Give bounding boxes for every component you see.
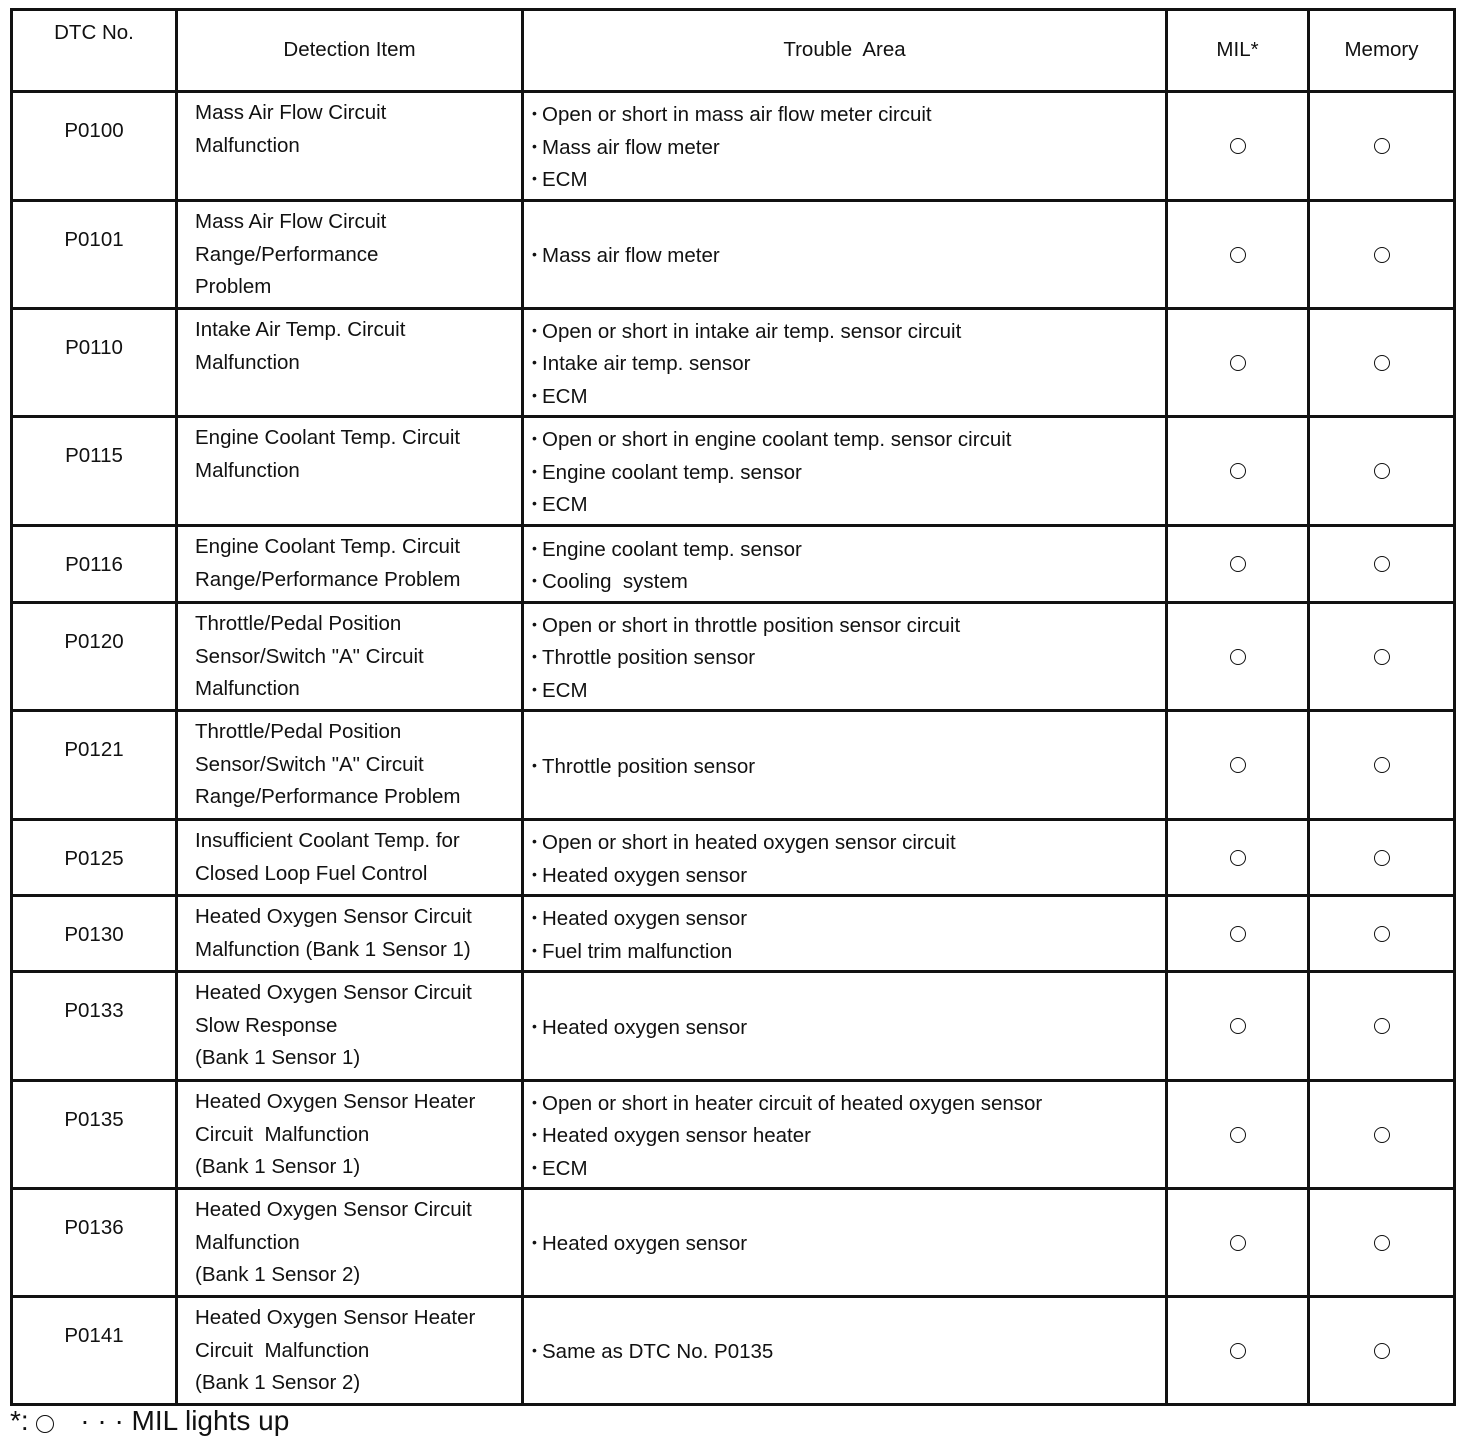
mil-cell bbox=[1167, 896, 1309, 972]
trouble-area-item bbox=[532, 489, 1159, 522]
bullet-icon: • bbox=[532, 756, 537, 773]
detection-item-line: Heated Oxygen Sensor Heater bbox=[195, 1090, 476, 1113]
circle-mark-icon bbox=[1230, 138, 1246, 154]
trouble-area-text: Mass air flow meter bbox=[542, 135, 720, 159]
bullet-icon: • bbox=[532, 137, 537, 154]
memory-cell bbox=[1309, 201, 1455, 309]
memory-cell bbox=[1309, 92, 1455, 201]
detection-item bbox=[177, 896, 523, 972]
detection-item-line: Sensor/Switch "A" Circuit bbox=[195, 644, 424, 668]
bullet-icon: • bbox=[532, 1093, 537, 1110]
circle-mark-icon bbox=[1374, 463, 1390, 479]
trouble-area-item bbox=[532, 534, 1159, 567]
circle-mark-icon bbox=[1374, 556, 1390, 572]
memory-cell bbox=[1309, 711, 1455, 820]
table-row bbox=[12, 603, 1455, 711]
detection-item-line: Mass Air Flow Circuit bbox=[195, 210, 387, 233]
trouble-area-text: Open or short in heated oxygen sensor circuit bbox=[542, 831, 956, 854]
dtc-code: P0110 bbox=[12, 309, 177, 417]
memory-cell bbox=[1309, 417, 1455, 526]
memory-cell bbox=[1309, 820, 1455, 896]
trouble-area-text: Heated oxygen sensor bbox=[542, 863, 748, 887]
trouble-area-text: Cooling system bbox=[542, 570, 688, 593]
trouble-area-item bbox=[532, 1228, 1159, 1261]
detection-item bbox=[177, 711, 523, 820]
detection-item-line: Malfunction bbox=[195, 677, 300, 700]
footnote bbox=[10, 1404, 289, 1438]
bullet-icon: • bbox=[532, 246, 537, 263]
trouble-area-text: ECM bbox=[542, 493, 588, 517]
detection-item bbox=[177, 417, 523, 526]
circle-mark-icon bbox=[1230, 355, 1246, 371]
table-row bbox=[12, 1297, 1455, 1405]
detection-item-line: Malfunction bbox=[195, 133, 300, 157]
bullet-icon: • bbox=[532, 1017, 537, 1034]
trouble-area-item bbox=[532, 1153, 1159, 1186]
trouble-area bbox=[523, 972, 1167, 1081]
circle-mark-icon bbox=[1230, 463, 1246, 479]
column-header-trouble-area: Trouble Area bbox=[523, 10, 1167, 92]
detection-item-line: Malfunction bbox=[195, 458, 300, 482]
mil-cell bbox=[1167, 1297, 1309, 1405]
bullet-icon: • bbox=[532, 430, 537, 447]
bullet-icon: • bbox=[532, 462, 537, 479]
bullet-icon: • bbox=[532, 1126, 537, 1143]
circle-mark-icon bbox=[1374, 355, 1390, 371]
trouble-area bbox=[523, 1081, 1167, 1189]
bullet-icon: • bbox=[532, 680, 537, 697]
trouble-area-item bbox=[532, 164, 1159, 197]
trouble-area-item bbox=[532, 936, 1159, 969]
trouble-area bbox=[523, 1297, 1167, 1405]
trouble-area-item bbox=[532, 316, 1159, 349]
detection-item bbox=[177, 1297, 523, 1405]
trouble-area-text: Heated oxygen sensor bbox=[542, 907, 748, 930]
dtc-code: P0121 bbox=[12, 711, 177, 820]
dtc-code: P0100 bbox=[12, 92, 177, 201]
trouble-area bbox=[523, 896, 1167, 972]
detection-item-line: Insufficient Coolant Temp. for bbox=[195, 829, 460, 852]
trouble-area-text: ECM bbox=[542, 678, 588, 702]
detection-item-line: Range/Performance Problem bbox=[195, 785, 461, 808]
circle-mark-icon bbox=[1374, 926, 1390, 942]
memory-cell bbox=[1309, 1297, 1455, 1405]
circle-mark-icon bbox=[1374, 757, 1390, 773]
table-row bbox=[12, 896, 1455, 972]
trouble-area bbox=[523, 820, 1167, 896]
trouble-area-text: Heated oxygen sensor bbox=[542, 1015, 748, 1039]
trouble-area-text: ECM bbox=[542, 168, 588, 192]
trouble-area-text: Open or short in throttle position sensor circuit bbox=[542, 613, 961, 637]
bullet-icon: • bbox=[532, 495, 537, 512]
mil-cell bbox=[1167, 309, 1309, 417]
circle-mark-icon bbox=[1230, 649, 1246, 665]
dtc-code: P0130 bbox=[12, 896, 177, 972]
trouble-area-text: Open or short in engine coolant temp. sensor circuit bbox=[542, 428, 1012, 452]
trouble-area-text: Open or short in intake air temp. sensor circuit bbox=[542, 319, 962, 343]
footnote-text: · · · MIL lights up bbox=[80, 1405, 290, 1436]
detection-item-line: Heated Oxygen Sensor Heater bbox=[195, 1306, 476, 1329]
column-header-detection-item: Detection Item bbox=[177, 10, 523, 92]
bullet-icon: • bbox=[532, 941, 537, 958]
trouble-area-item bbox=[532, 457, 1159, 490]
trouble-area-item bbox=[532, 827, 1159, 860]
circle-mark-icon bbox=[1230, 1127, 1246, 1143]
trouble-area-text: ECM bbox=[542, 1156, 588, 1180]
memory-cell bbox=[1309, 896, 1455, 972]
detection-item-line: (Bank 1 Sensor 1) bbox=[195, 1046, 361, 1069]
trouble-area-item bbox=[532, 240, 1159, 273]
mil-cell bbox=[1167, 201, 1309, 309]
table-row bbox=[12, 92, 1455, 201]
column-header-memory: Memory bbox=[1309, 10, 1455, 92]
detection-item bbox=[177, 526, 523, 603]
detection-item bbox=[177, 92, 523, 201]
bullet-icon: • bbox=[532, 1342, 537, 1359]
circle-mark-icon bbox=[1374, 850, 1390, 866]
trouble-area-item bbox=[532, 1120, 1159, 1153]
detection-item-line: Circuit Malfunction bbox=[195, 1122, 370, 1146]
trouble-area-item bbox=[532, 424, 1159, 457]
detection-item-line: Sensor/Switch "A" Circuit bbox=[195, 752, 424, 776]
circle-mark-icon bbox=[1374, 247, 1390, 263]
circle-mark-icon bbox=[1230, 926, 1246, 942]
trouble-area-item bbox=[532, 642, 1159, 675]
trouble-area-item bbox=[532, 566, 1159, 599]
detection-item-line: Heated Oxygen Sensor Circuit bbox=[195, 1198, 472, 1221]
detection-item bbox=[177, 309, 523, 417]
detection-item bbox=[177, 1081, 523, 1189]
table-row bbox=[12, 972, 1455, 1081]
mil-cell bbox=[1167, 820, 1309, 896]
bullet-icon: • bbox=[532, 105, 537, 122]
trouble-area-item bbox=[532, 132, 1159, 165]
dtc-code: P0136 bbox=[12, 1189, 177, 1297]
dtc-code: P0135 bbox=[12, 1081, 177, 1189]
trouble-area-text: Same as DTC No. P0135 bbox=[542, 1340, 774, 1364]
bullet-icon: • bbox=[532, 1158, 537, 1175]
circle-mark-icon bbox=[1230, 1018, 1246, 1034]
trouble-area-item bbox=[532, 381, 1159, 414]
detection-item bbox=[177, 1189, 523, 1297]
trouble-area bbox=[523, 603, 1167, 711]
table-row bbox=[12, 417, 1455, 526]
trouble-area bbox=[523, 526, 1167, 603]
bullet-icon: • bbox=[532, 615, 537, 632]
column-header-dtc-no: DTC No. bbox=[12, 10, 177, 92]
trouble-area bbox=[523, 309, 1167, 417]
trouble-area bbox=[523, 711, 1167, 820]
dtc-code: P0120 bbox=[12, 603, 177, 711]
detection-item bbox=[177, 603, 523, 711]
detection-item-line: Malfunction bbox=[195, 1230, 300, 1254]
circle-mark-icon bbox=[1374, 649, 1390, 665]
trouble-area-text: Engine coolant temp. sensor bbox=[542, 537, 802, 561]
dtc-code: P0141 bbox=[12, 1297, 177, 1405]
trouble-area-item bbox=[532, 1336, 1159, 1369]
dtc-code: P0116 bbox=[12, 526, 177, 603]
table-row bbox=[12, 201, 1455, 309]
table-row bbox=[12, 309, 1455, 417]
circle-mark-icon bbox=[1230, 757, 1246, 773]
circle-mark-icon bbox=[1230, 247, 1246, 263]
detection-item-line: (Bank 1 Sensor 1) bbox=[195, 1155, 361, 1178]
header-row bbox=[12, 10, 1455, 92]
circle-mark-icon bbox=[1374, 138, 1390, 154]
circle-mark-icon bbox=[1374, 1235, 1390, 1251]
memory-cell bbox=[1309, 526, 1455, 603]
detection-item-line: Range/Performance bbox=[195, 242, 379, 266]
trouble-area-text: Fuel trim malfunction bbox=[542, 939, 733, 963]
trouble-area-text: Engine coolant temp. sensor bbox=[542, 460, 802, 484]
detection-item-line: Heated Oxygen Sensor Circuit bbox=[195, 981, 472, 1004]
table-row bbox=[12, 711, 1455, 820]
detection-item bbox=[177, 201, 523, 309]
dtc-code: P0133 bbox=[12, 972, 177, 1081]
table-row bbox=[12, 526, 1455, 603]
mil-cell bbox=[1167, 972, 1309, 1081]
dtc-code: P0101 bbox=[12, 201, 177, 309]
detection-item-line: Malfunction bbox=[195, 350, 300, 374]
trouble-area-text: Throttle position sensor bbox=[542, 754, 756, 778]
mil-cell bbox=[1167, 526, 1309, 603]
footnote-prefix: *: bbox=[10, 1405, 29, 1436]
circle-mark-icon bbox=[1230, 1235, 1246, 1251]
trouble-area-text: Throttle position sensor bbox=[542, 646, 756, 670]
circle-mark-icon bbox=[1374, 1127, 1390, 1143]
bullet-icon: • bbox=[532, 865, 537, 882]
circle-mark-icon bbox=[1374, 1343, 1390, 1359]
trouble-area-text: Heated oxygen sensor bbox=[542, 1232, 748, 1256]
trouble-area-text: Mass air flow meter bbox=[542, 244, 720, 268]
trouble-area-item bbox=[532, 860, 1159, 893]
dtc-code: P0125 bbox=[12, 820, 177, 896]
detection-item-line: (Bank 1 Sensor 2) bbox=[195, 1263, 361, 1286]
trouble-area-item bbox=[532, 1088, 1159, 1121]
table-row bbox=[12, 820, 1455, 896]
table-header bbox=[12, 10, 1455, 92]
trouble-area-text: Heated oxygen sensor heater bbox=[542, 1124, 811, 1148]
circle-mark-icon bbox=[1230, 556, 1246, 572]
detection-item-line: (Bank 1 Sensor 2) bbox=[195, 1371, 361, 1394]
memory-cell bbox=[1309, 972, 1455, 1081]
detection-item-line: Heated Oxygen Sensor Circuit bbox=[195, 905, 472, 928]
bullet-icon: • bbox=[532, 833, 537, 849]
memory-cell bbox=[1309, 309, 1455, 417]
circle-mark-icon bbox=[1374, 1018, 1390, 1034]
detection-item-line: Engine Coolant Temp. Circuit bbox=[195, 426, 461, 449]
detection-item-line: Intake Air Temp. Circuit bbox=[195, 318, 406, 341]
trouble-area-item bbox=[532, 99, 1159, 132]
detection-item-line: Problem bbox=[195, 275, 272, 298]
bullet-icon: • bbox=[532, 354, 537, 371]
bullet-icon: • bbox=[532, 1234, 537, 1251]
circle-mark-icon bbox=[36, 1415, 54, 1433]
detection-item-line: Throttle/Pedal Position bbox=[195, 720, 402, 743]
dtc-code: P0115 bbox=[12, 417, 177, 526]
memory-cell bbox=[1309, 1189, 1455, 1297]
detection-item-line: Slow Response bbox=[195, 1013, 338, 1037]
mil-cell bbox=[1167, 92, 1309, 201]
bullet-icon: • bbox=[532, 170, 537, 187]
detection-item-line: Throttle/Pedal Position bbox=[195, 612, 402, 635]
table-body bbox=[12, 92, 1455, 1405]
detection-item-line: Closed Loop Fuel Control bbox=[195, 861, 428, 885]
trouble-area-item bbox=[532, 751, 1159, 784]
trouble-area bbox=[523, 1189, 1167, 1297]
bullet-icon: • bbox=[532, 648, 537, 665]
trouble-area bbox=[523, 92, 1167, 201]
trouble-area-item bbox=[532, 610, 1159, 643]
column-header-mil: MIL* bbox=[1167, 10, 1309, 92]
trouble-area-item bbox=[532, 675, 1159, 708]
bullet-icon: • bbox=[532, 386, 537, 403]
trouble-area-text: Open or short in heater circuit of heated oxygen sensor bbox=[542, 1091, 1043, 1115]
detection-item bbox=[177, 820, 523, 896]
trouble-area-text: Open or short in mass air flow meter circuit bbox=[542, 103, 932, 127]
circle-mark-icon bbox=[1230, 850, 1246, 866]
memory-cell bbox=[1309, 603, 1455, 711]
detection-item-line: Range/Performance Problem bbox=[195, 567, 461, 591]
mil-cell bbox=[1167, 417, 1309, 526]
table-row bbox=[12, 1189, 1455, 1297]
detection-item-line: Engine Coolant Temp. Circuit bbox=[195, 535, 461, 558]
mil-cell bbox=[1167, 711, 1309, 820]
trouble-area bbox=[523, 417, 1167, 526]
dtc-table bbox=[10, 8, 1456, 1406]
bullet-icon: • bbox=[532, 321, 537, 338]
mil-cell bbox=[1167, 1081, 1309, 1189]
detection-item bbox=[177, 972, 523, 1081]
bullet-icon: • bbox=[532, 909, 537, 925]
trouble-area bbox=[523, 201, 1167, 309]
circle-mark-icon bbox=[1230, 1343, 1246, 1359]
bullet-icon: • bbox=[532, 572, 537, 588]
trouble-area-text: Intake air temp. sensor bbox=[542, 352, 751, 376]
trouble-area-text: ECM bbox=[542, 384, 588, 408]
trouble-area-item bbox=[532, 903, 1159, 936]
trouble-area-item bbox=[532, 1012, 1159, 1045]
bullet-icon: • bbox=[532, 539, 537, 556]
mil-cell bbox=[1167, 603, 1309, 711]
detection-item-line: Malfunction (Bank 1 Sensor 1) bbox=[195, 937, 471, 961]
mil-cell bbox=[1167, 1189, 1309, 1297]
detection-item-line: Circuit Malfunction bbox=[195, 1338, 370, 1362]
table-row bbox=[12, 1081, 1455, 1189]
memory-cell bbox=[1309, 1081, 1455, 1189]
trouble-area-item bbox=[532, 348, 1159, 381]
detection-item-line: Mass Air Flow Circuit bbox=[195, 101, 387, 124]
